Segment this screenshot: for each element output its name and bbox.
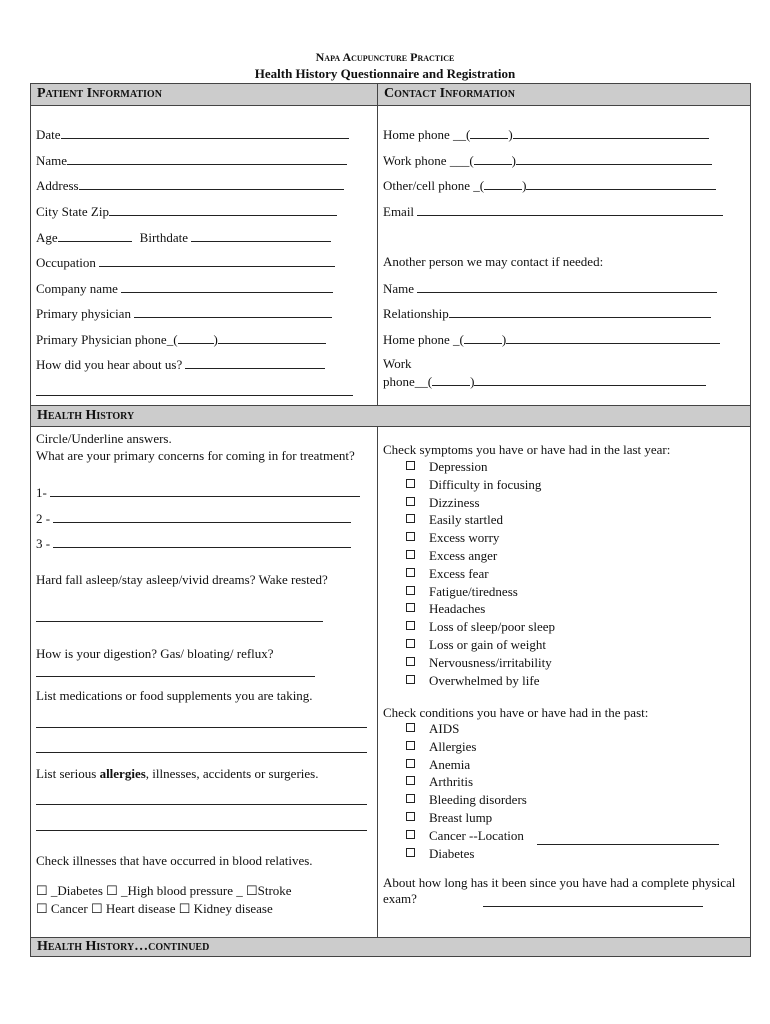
checkbox-item[interactable] — [406, 774, 473, 790]
name-field[interactable]: Name — [36, 152, 347, 169]
symptoms-title: Check symptoms you have or have had in the last year: — [383, 442, 671, 457]
checkbox-label: Anemia — [429, 756, 471, 772]
divider — [31, 426, 750, 427]
emergency-contact-label: Another person we may contact if needed: — [383, 254, 604, 269]
checkbox-item[interactable] — [406, 739, 476, 755]
checkbox-icon[interactable] — [406, 514, 415, 523]
concern-2[interactable]: 2 - — [36, 510, 351, 527]
concerns-question: What are your primary concerns for coming in for treatment? — [36, 448, 355, 463]
checkbox-label: Loss of sleep/poor sleep — [429, 619, 556, 635]
email-field[interactable]: Email — [383, 203, 723, 220]
contact-name-field[interactable]: Name — [383, 280, 717, 297]
checkbox-item[interactable] — [406, 810, 492, 826]
health-history-heading: Health History — [31, 406, 750, 426]
checkbox-label: Loss or gain of weight — [429, 637, 546, 652]
checkbox-label: Depression — [429, 459, 488, 474]
column-divider — [377, 84, 378, 406]
checkbox-label: Difficulty in focusing — [429, 476, 542, 492]
checkbox-label: Headaches — [429, 601, 486, 617]
checkbox-item[interactable] — [406, 477, 541, 493]
checkbox-item[interactable] — [406, 655, 552, 671]
checkbox-label: Bleeding disorders — [429, 792, 527, 808]
checkbox-item[interactable] — [406, 495, 480, 511]
checkbox-item[interactable] — [406, 619, 555, 635]
checkbox-icon[interactable] — [406, 497, 415, 506]
checkbox-icon[interactable] — [406, 550, 415, 559]
relatives-checklist-row-2[interactable]: ☐ Cancer ☐ Heart disease ☐ Kidney disease — [36, 901, 273, 916]
checkbox-icon[interactable] — [406, 479, 415, 488]
checkbox-item[interactable] — [406, 584, 518, 600]
digestion-answer-line[interactable] — [36, 676, 315, 677]
conditions-title: Check conditions you have or have had in the past: — [383, 705, 649, 720]
checkbox-label: Cancer --Location — [429, 827, 524, 843]
patient-info-heading: Patient Information — [31, 84, 377, 105]
checkbox-icon[interactable] — [406, 657, 415, 666]
address-field[interactable]: Address — [36, 177, 344, 194]
checkbox-item[interactable] — [406, 828, 524, 844]
checkbox-icon[interactable] — [406, 461, 415, 470]
medications-line-1[interactable] — [36, 727, 367, 728]
checkbox-item[interactable] — [406, 792, 527, 808]
checkbox-icon[interactable] — [406, 675, 415, 684]
checkbox-label: Diabetes — [429, 845, 475, 861]
form-title: Health History Questionnaire and Registration — [254, 66, 516, 81]
checkbox-item[interactable] — [406, 512, 503, 528]
column-divider — [377, 426, 378, 937]
checkbox-icon[interactable] — [406, 586, 415, 595]
checkbox-icon[interactable] — [406, 776, 415, 785]
practice-name: Napa Acupuncture Practice — [315, 50, 455, 64]
concern-1[interactable]: 1- — [36, 484, 360, 501]
relationship-field[interactable]: Relationship — [383, 305, 711, 322]
allergies-question: List serious allergies, illnesses, accidents or surgeries. — [36, 766, 319, 781]
checkbox-label: Overwhelmed by life — [429, 672, 540, 688]
sleep-question: Hard fall asleep/stay asleep/vivid dreams? Wake rested? — [36, 572, 328, 587]
checkbox-label: Breast lump — [429, 810, 493, 825]
checkbox-icon[interactable] — [406, 532, 415, 541]
home-phone-field[interactable]: Home phone __( ) — [383, 126, 709, 143]
checkbox-icon[interactable] — [406, 741, 415, 750]
physician-phone-field[interactable]: Primary Physician phone_( ) — [36, 331, 326, 348]
referral-line[interactable] — [36, 395, 353, 396]
checkbox-icon[interactable] — [406, 848, 415, 857]
checkbox-icon[interactable] — [406, 603, 415, 612]
checkbox-item[interactable] — [406, 601, 485, 617]
contact-home-phone-field[interactable]: Home phone _( ) — [383, 331, 720, 348]
checkbox-icon[interactable] — [406, 723, 415, 732]
checkbox-label: Dizziness — [429, 494, 480, 510]
checkbox-icon[interactable] — [406, 794, 415, 803]
checkbox-label: Excess anger — [429, 548, 498, 563]
checkbox-label: Nervousness/irritability — [429, 654, 552, 670]
circle-instruction: Circle/Underline answers. — [36, 431, 172, 446]
occupation-field[interactable]: Occupation — [36, 254, 335, 271]
allergies-line-1[interactable] — [36, 804, 367, 805]
date-field[interactable]: Date — [36, 126, 349, 143]
checkbox-label: Excess fear — [429, 565, 489, 581]
checkbox-icon[interactable] — [406, 759, 415, 768]
medications-question: List medications or food supplements you are taking. — [36, 688, 313, 703]
age-birthdate-field[interactable]: Age Birthdate — [36, 229, 331, 246]
checkbox-item[interactable] — [406, 566, 489, 582]
sleep-answer-line[interactable] — [36, 621, 323, 622]
checkbox-label: Easily startled — [429, 512, 504, 528]
checkbox-item[interactable] — [406, 530, 499, 546]
city-state-zip-field[interactable]: City State Zip — [36, 203, 337, 220]
work-phone-field[interactable]: Work phone ___( ) — [383, 152, 712, 169]
registration-form — [30, 83, 751, 957]
checkbox-item[interactable] — [406, 721, 459, 737]
checkbox-item[interactable] — [406, 846, 474, 862]
checkbox-item[interactable] — [406, 673, 539, 689]
checkbox-item[interactable] — [406, 637, 546, 653]
exam-answer-line[interactable] — [483, 906, 703, 907]
checkbox-label: Excess worry — [429, 530, 500, 546]
checkbox-icon[interactable] — [406, 830, 415, 839]
checkbox-icon[interactable] — [406, 812, 415, 821]
checkbox-icon[interactable] — [406, 639, 415, 648]
digestion-question: How is your digestion? Gas/ bloating/ reflux? — [36, 646, 274, 661]
contact-info-heading: Contact Information — [378, 84, 750, 105]
checkbox-label: Arthritis — [429, 774, 474, 790]
contact-work-label: Work — [383, 356, 412, 371]
checkbox-icon[interactable] — [406, 568, 415, 577]
concern-3[interactable]: 3 - — [36, 535, 351, 552]
divider — [31, 105, 750, 106]
physician-field[interactable]: Primary physician — [36, 305, 332, 322]
cancer-location-line[interactable] — [537, 844, 719, 845]
relatives-checklist-row-1[interactable]: ☐ _Diabetes ☐ _High blood pressure _ ☐Stroke — [36, 883, 292, 898]
checkbox-label: Allergies — [429, 738, 477, 754]
company-field[interactable]: Company name — [36, 280, 333, 297]
checkbox-label: Fatigue/tiredness — [429, 583, 518, 599]
exam-question: About how long has it been since you have had a complete physical exam? — [383, 875, 736, 906]
relatives-question: Check illnesses that have occurred in blood relatives. — [36, 853, 313, 868]
checkbox-label: AIDS — [429, 721, 460, 736]
checkbox-icon[interactable] — [406, 621, 415, 630]
cell-phone-field[interactable]: Other/cell phone _( ) — [383, 177, 716, 194]
checkbox-item[interactable] — [406, 459, 488, 475]
referral-field[interactable]: How did you hear about us? — [36, 356, 325, 373]
contact-work-phone-field[interactable]: phone__( ) — [383, 373, 706, 390]
medications-line-2[interactable] — [36, 752, 367, 753]
checkbox-item[interactable] — [406, 548, 497, 564]
allergies-line-2[interactable] — [36, 830, 367, 831]
health-history-continued-heading: Health History…continued — [31, 938, 750, 956]
checkbox-item[interactable] — [406, 757, 470, 773]
